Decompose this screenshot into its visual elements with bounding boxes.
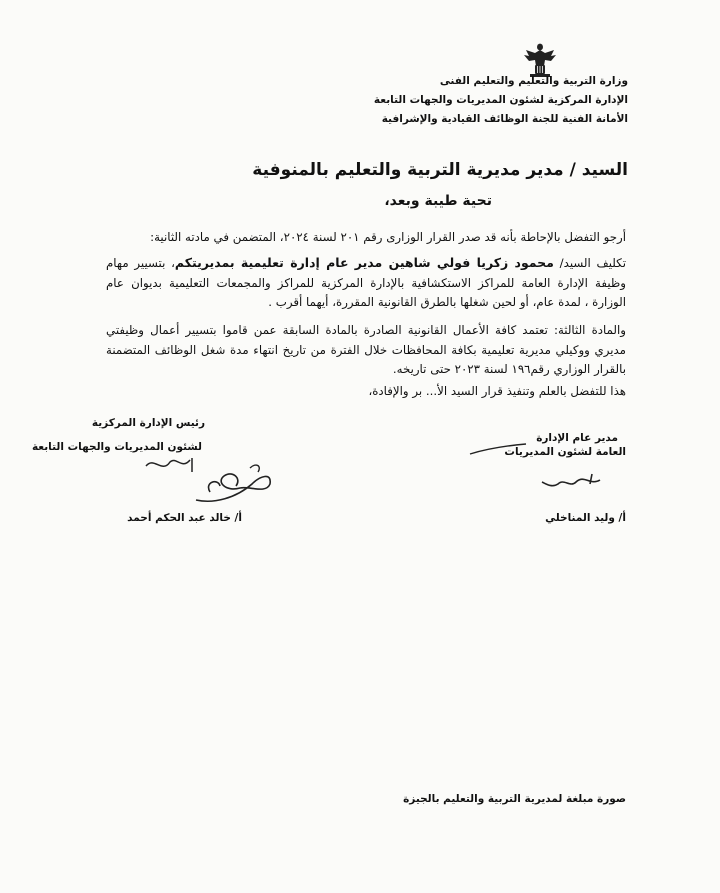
assignment-prefix: تكليف السيد/ — [559, 256, 626, 270]
left-signatory-name: أ/ خالد عبد الحكم أحمد — [127, 512, 242, 524]
greeting-line: تحية طيبة وبعد، — [384, 193, 492, 209]
right-signature-stroke — [468, 440, 528, 460]
ministry-header — [374, 72, 628, 129]
left-signatory-title-2: لشئون المديريات والجهات التابعة — [31, 441, 202, 453]
body-paragraph-1: أرجو التفضل بالإحاطة بأنه قد صدر القرار الوزارى رقم ٢٠١ لسنة ٢٠٢٤، المتضمن في مادته الثانية: — [150, 230, 626, 244]
body-paragraph-4: هذا للتفضل بالعلم وتنفيذ قرار السيد الأ... بر والإفادة، — [368, 384, 626, 398]
assignment-details: ، بتسيير مهام وظيفة الإدارة العامة للمراكز الاستكشافية بالإدارة المركزية للمراكز والمجمعات التعليمية بديوان عام الوزارة ، لمدة عام، أو لحين شغلها بالطرق القانونية المقررة، أيهما أقرب . — [106, 256, 626, 309]
cc-note: صورة مبلغة لمديرية التربية والتعليم بالجيزة — [403, 793, 626, 805]
addressee-line: السيد / مدير مديرية التربية والتعليم بالمنوفية — [252, 160, 628, 180]
body-paragraph-3: والمادة الثالثة: تعتمد كافة الأعمال القانونية الصادرة بالمادة السابقة عمن قاموا بتسيير أعمال وظيفتي مديري ووكيلي مديرية تعليمية بكافة المحافظات خلال الفترة من تاريخ انتهاء مدة شغل الوظائف المتضمنة بالقرار الوزاري رقم١٩٦ لسنة ٢٠٢٣ حتى تاريخه. — [106, 323, 626, 376]
header-line-secretariat: الأمانة الفنية للجنة الوظائف القيادية والإشرافية — [381, 113, 628, 125]
right-signature — [540, 470, 604, 492]
header-line-central-admin: الإدارة المركزية لشئون المديريات والجهات التابعة — [373, 94, 628, 106]
header-line-ministry: وزارة التربية والتعليم والتعليم الفنى — [439, 75, 628, 87]
body-paragraph-2 — [106, 253, 626, 313]
left-signatory-title-1: رئيس الإدارة المركزية — [91, 417, 205, 429]
right-signatory-name: أ/ وليد المناخلي — [545, 512, 626, 524]
right-signatory-title-2: العامة لشئون المديريات — [504, 446, 626, 458]
assignee-name: محمود زكريا فولي شاهين مدير عام إدارة تعليمية بمديريتكم — [174, 255, 554, 270]
left-signature — [140, 452, 280, 510]
right-signatory-title-1: مدير عام الإدارة — [536, 432, 618, 444]
